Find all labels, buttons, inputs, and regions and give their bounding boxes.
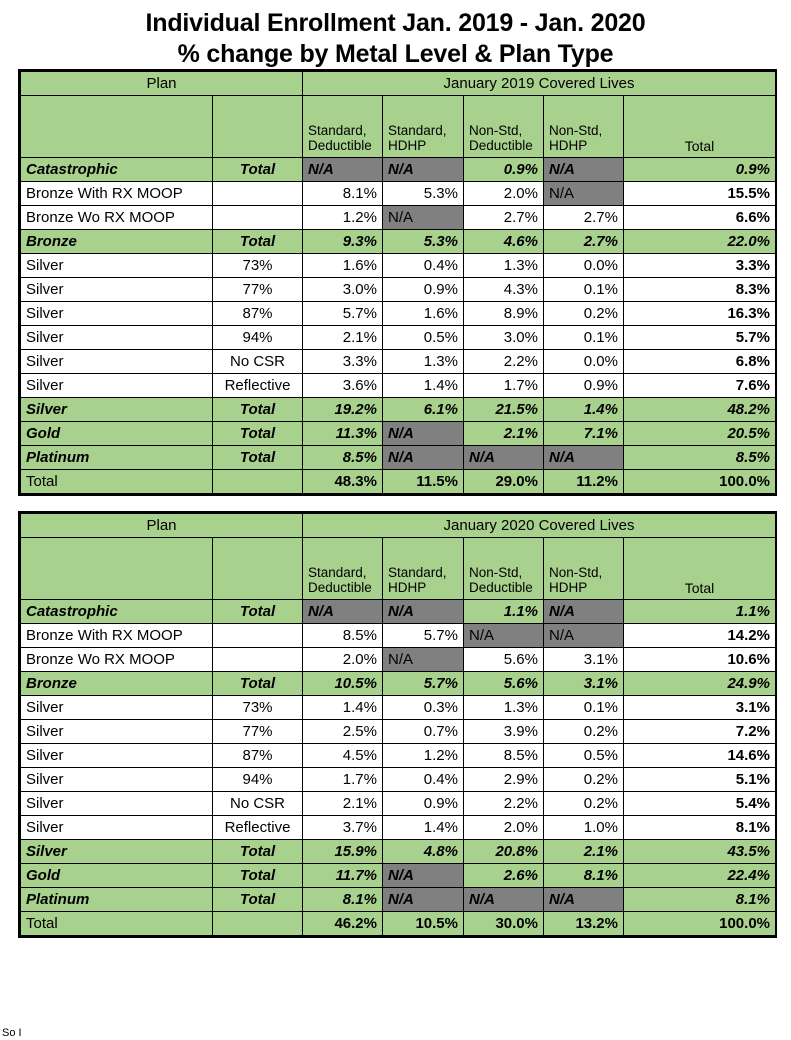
cell-na: N/A bbox=[303, 158, 383, 182]
table-row bbox=[21, 912, 776, 936]
header-standard-hdhp bbox=[383, 96, 464, 158]
cell-value: 1.3% bbox=[464, 696, 544, 720]
cell-value: 5.6% bbox=[464, 648, 544, 672]
cell-na: N/A bbox=[544, 182, 624, 206]
header-total-2020: Total bbox=[624, 538, 776, 600]
cell-value: 1.3% bbox=[383, 350, 464, 374]
row-metal-label: Silver bbox=[21, 696, 213, 720]
row-subcategory: Total bbox=[213, 888, 303, 912]
cell-value: 20.8% bbox=[464, 840, 544, 864]
row-metal-label: Bronze bbox=[21, 230, 213, 254]
cell-value: 0.0% bbox=[544, 350, 624, 374]
header-plan-sub-blank-2020 bbox=[213, 538, 303, 600]
row-subcategory: Reflective bbox=[213, 816, 303, 840]
row-subcategory: 87% bbox=[213, 302, 303, 326]
cell-row-total: 100.0% bbox=[624, 470, 776, 494]
row-metal-label: Silver bbox=[21, 840, 213, 864]
header-standard-deductible-2020 bbox=[303, 538, 383, 600]
table-2019-header-row-1 bbox=[21, 72, 776, 96]
cell-value: 1.2% bbox=[383, 744, 464, 768]
row-metal-label: Silver bbox=[21, 254, 213, 278]
table-row bbox=[21, 624, 776, 648]
header-period-2020: January 2020 Covered Lives bbox=[303, 514, 776, 538]
cell-value: 8.5% bbox=[464, 744, 544, 768]
cell-value: 3.9% bbox=[464, 720, 544, 744]
cell-value: 8.5% bbox=[303, 624, 383, 648]
header-nonstd-hdhp-2020-l2: HDHP bbox=[549, 580, 588, 596]
row-subcategory: No CSR bbox=[213, 792, 303, 816]
enrollment-table-2019 bbox=[20, 71, 776, 494]
cell-row-total: 0.9% bbox=[624, 158, 776, 182]
header-plan-2020: Plan bbox=[21, 514, 303, 538]
row-subcategory: Total bbox=[213, 446, 303, 470]
cell-value: 1.7% bbox=[464, 374, 544, 398]
cell-value: 1.4% bbox=[303, 696, 383, 720]
cell-row-total: 24.9% bbox=[624, 672, 776, 696]
cell-row-total: 3.1% bbox=[624, 696, 776, 720]
table-2020-header-row-1 bbox=[21, 514, 776, 538]
cell-value: 2.7% bbox=[544, 230, 624, 254]
table-row bbox=[21, 278, 776, 302]
cell-value: 5.7% bbox=[383, 672, 464, 696]
table-row bbox=[21, 696, 776, 720]
cell-value: 0.1% bbox=[544, 278, 624, 302]
cell-na: N/A bbox=[544, 446, 624, 470]
row-subcategory bbox=[213, 912, 303, 936]
table-2019-header-row-2 bbox=[21, 96, 776, 158]
header-standard-deductible-l1: Standard, bbox=[308, 122, 367, 138]
header-standard-hdhp-l1: Standard, bbox=[388, 122, 447, 138]
cell-value: 29.0% bbox=[464, 470, 544, 494]
cell-value: 2.7% bbox=[544, 206, 624, 230]
row-metal-label: Bronze Wo RX MOOP bbox=[21, 206, 213, 230]
cell-value: 4.3% bbox=[464, 278, 544, 302]
row-metal-label: Platinum bbox=[21, 446, 213, 470]
header-plan: Plan bbox=[21, 72, 303, 96]
table-row bbox=[21, 744, 776, 768]
row-metal-label: Silver bbox=[21, 350, 213, 374]
cell-na: N/A bbox=[383, 206, 464, 230]
table-row bbox=[21, 888, 776, 912]
table-row bbox=[21, 302, 776, 326]
row-subcategory: Total bbox=[213, 672, 303, 696]
header-period-2019: January 2019 Covered Lives bbox=[303, 72, 776, 96]
cell-value: 1.1% bbox=[464, 600, 544, 624]
cell-value: 21.5% bbox=[464, 398, 544, 422]
header-nonstd-hdhp-2020-l1: Non-Std, bbox=[549, 564, 603, 580]
cell-value: 6.1% bbox=[383, 398, 464, 422]
table-row bbox=[21, 398, 776, 422]
cell-value: 5.7% bbox=[303, 302, 383, 326]
header-standard-deductible bbox=[303, 96, 383, 158]
header-nonstd-deductible bbox=[464, 96, 544, 158]
cell-row-total: 16.3% bbox=[624, 302, 776, 326]
table-row bbox=[21, 816, 776, 840]
table-row bbox=[21, 600, 776, 624]
table-2020-wrapper bbox=[18, 511, 773, 938]
cell-na: N/A bbox=[544, 624, 624, 648]
header-nonstd-hdhp bbox=[544, 96, 624, 158]
cell-value: 2.0% bbox=[464, 182, 544, 206]
cell-value: 1.4% bbox=[383, 374, 464, 398]
row-metal-label: Bronze Wo RX MOOP bbox=[21, 648, 213, 672]
cell-value: 0.9% bbox=[383, 278, 464, 302]
cell-value: 2.2% bbox=[464, 792, 544, 816]
cell-row-total: 5.7% bbox=[624, 326, 776, 350]
table-2019-head bbox=[21, 72, 776, 158]
table-2020-head bbox=[21, 514, 776, 600]
source-note: So I bbox=[2, 1026, 22, 1039]
cell-na: N/A bbox=[464, 446, 544, 470]
cell-value: 5.3% bbox=[383, 182, 464, 206]
cell-value: 5.6% bbox=[464, 672, 544, 696]
table-2020-header-row-2 bbox=[21, 538, 776, 600]
cell-value: 4.6% bbox=[464, 230, 544, 254]
row-subcategory: Total bbox=[213, 840, 303, 864]
table-row bbox=[21, 326, 776, 350]
row-subcategory: 87% bbox=[213, 744, 303, 768]
cell-value: 9.3% bbox=[303, 230, 383, 254]
cell-value: 0.9% bbox=[464, 158, 544, 182]
cell-value: 0.1% bbox=[544, 326, 624, 350]
row-metal-label: Silver bbox=[21, 744, 213, 768]
cell-value: 0.2% bbox=[544, 302, 624, 326]
header-standard-deductible-2020-l2: Deductible bbox=[308, 580, 372, 596]
cell-value: 10.5% bbox=[303, 672, 383, 696]
cell-value: 1.2% bbox=[303, 206, 383, 230]
row-metal-label: Silver bbox=[21, 816, 213, 840]
row-metal-label: Bronze bbox=[21, 672, 213, 696]
cell-value: 1.3% bbox=[464, 254, 544, 278]
cell-value: 3.3% bbox=[303, 350, 383, 374]
cell-na: N/A bbox=[303, 600, 383, 624]
header-plan-sub-blank bbox=[213, 96, 303, 158]
table-row bbox=[21, 864, 776, 888]
cell-na: N/A bbox=[383, 864, 464, 888]
row-metal-label: Silver bbox=[21, 792, 213, 816]
cell-value: 4.8% bbox=[383, 840, 464, 864]
cell-row-total: 43.5% bbox=[624, 840, 776, 864]
row-metal-label: Silver bbox=[21, 398, 213, 422]
cell-row-total: 100.0% bbox=[624, 912, 776, 936]
cell-row-total: 14.6% bbox=[624, 744, 776, 768]
page-title-line2: % change by Metal Level & Plan Type bbox=[177, 39, 614, 68]
cell-value: 3.6% bbox=[303, 374, 383, 398]
table-row bbox=[21, 470, 776, 494]
row-metal-label: Bronze With RX MOOP bbox=[21, 182, 213, 206]
table-gap bbox=[0, 496, 791, 511]
row-subcategory: 77% bbox=[213, 278, 303, 302]
row-subcategory: 94% bbox=[213, 326, 303, 350]
cell-value: 11.5% bbox=[383, 470, 464, 494]
table-2019-body bbox=[21, 158, 776, 494]
header-standard-hdhp-l2: HDHP bbox=[388, 138, 427, 154]
cell-row-total: 22.4% bbox=[624, 864, 776, 888]
table-row bbox=[21, 446, 776, 470]
cell-value: 8.1% bbox=[303, 182, 383, 206]
cell-value: 46.2% bbox=[303, 912, 383, 936]
cell-value: 0.3% bbox=[383, 696, 464, 720]
header-nonstd-deductible-2020-l1: Non-Std, bbox=[469, 564, 523, 580]
cell-value: 10.5% bbox=[383, 912, 464, 936]
cell-value: 0.2% bbox=[544, 792, 624, 816]
header-plan-blank bbox=[21, 96, 213, 158]
table-row bbox=[21, 254, 776, 278]
cell-value: 0.2% bbox=[544, 720, 624, 744]
cell-value: 0.0% bbox=[544, 254, 624, 278]
table-row bbox=[21, 768, 776, 792]
header-nonstd-deductible-l2: Deductible bbox=[469, 138, 533, 154]
cell-row-total: 15.5% bbox=[624, 182, 776, 206]
table-2019-wrapper bbox=[18, 69, 773, 496]
cell-value: 2.0% bbox=[464, 816, 544, 840]
cell-value: 0.5% bbox=[383, 326, 464, 350]
cell-value: 5.7% bbox=[383, 624, 464, 648]
table-row bbox=[21, 374, 776, 398]
header-standard-deductible-l2: Deductible bbox=[308, 138, 372, 154]
table-row bbox=[21, 720, 776, 744]
row-metal-label: Silver bbox=[21, 374, 213, 398]
row-metal-label: Silver bbox=[21, 768, 213, 792]
table-row bbox=[21, 792, 776, 816]
cell-row-total: 10.6% bbox=[624, 648, 776, 672]
cell-value: 5.3% bbox=[383, 230, 464, 254]
header-nonstd-deductible-2020-l2: Deductible bbox=[469, 580, 533, 596]
row-subcategory: 94% bbox=[213, 768, 303, 792]
cell-value: 11.2% bbox=[544, 470, 624, 494]
cell-row-total: 22.0% bbox=[624, 230, 776, 254]
cell-value: 3.1% bbox=[544, 648, 624, 672]
row-subcategory: Total bbox=[213, 600, 303, 624]
cell-value: 0.2% bbox=[544, 768, 624, 792]
table-row bbox=[21, 206, 776, 230]
cell-value: 2.7% bbox=[464, 206, 544, 230]
cell-row-total: 14.2% bbox=[624, 624, 776, 648]
row-subcategory: 73% bbox=[213, 254, 303, 278]
row-metal-label: Bronze With RX MOOP bbox=[21, 624, 213, 648]
cell-value: 13.2% bbox=[544, 912, 624, 936]
cell-na: N/A bbox=[383, 648, 464, 672]
cell-value: 8.1% bbox=[544, 864, 624, 888]
row-metal-label: Gold bbox=[21, 422, 213, 446]
row-metal-label: Catastrophic bbox=[21, 600, 213, 624]
row-subcategory: Total bbox=[213, 422, 303, 446]
cell-row-total: 3.3% bbox=[624, 254, 776, 278]
enrollment-table-2020 bbox=[20, 513, 776, 936]
header-nonstd-deductible-2020 bbox=[464, 538, 544, 600]
cell-na: N/A bbox=[544, 888, 624, 912]
header-total: Total bbox=[624, 96, 776, 158]
table-row bbox=[21, 672, 776, 696]
cell-value: 11.7% bbox=[303, 864, 383, 888]
cell-na: N/A bbox=[464, 888, 544, 912]
row-subcategory bbox=[213, 206, 303, 230]
table-2019-border bbox=[18, 69, 777, 496]
cell-row-total: 6.8% bbox=[624, 350, 776, 374]
cell-value: 8.1% bbox=[303, 888, 383, 912]
header-standard-hdhp-2020-l2: HDHP bbox=[388, 580, 427, 596]
cell-row-total: 1.1% bbox=[624, 600, 776, 624]
row-metal-label: Total bbox=[21, 470, 213, 494]
cell-row-total: 8.1% bbox=[624, 816, 776, 840]
row-subcategory: Total bbox=[213, 158, 303, 182]
cell-value: 2.0% bbox=[303, 648, 383, 672]
row-subcategory bbox=[213, 624, 303, 648]
row-metal-label: Total bbox=[21, 912, 213, 936]
row-metal-label: Silver bbox=[21, 720, 213, 744]
header-nonstd-deductible-l1: Non-Std, bbox=[469, 122, 523, 138]
cell-row-total: 7.2% bbox=[624, 720, 776, 744]
cell-row-total: 48.2% bbox=[624, 398, 776, 422]
cell-value: 48.3% bbox=[303, 470, 383, 494]
cell-value: 1.4% bbox=[544, 398, 624, 422]
row-subcategory: No CSR bbox=[213, 350, 303, 374]
table-row bbox=[21, 230, 776, 254]
cell-value: 30.0% bbox=[464, 912, 544, 936]
row-metal-label: Gold bbox=[21, 864, 213, 888]
cell-row-total: 20.5% bbox=[624, 422, 776, 446]
cell-value: 11.3% bbox=[303, 422, 383, 446]
row-subcategory bbox=[213, 470, 303, 494]
table-row bbox=[21, 182, 776, 206]
cell-value: 2.1% bbox=[303, 326, 383, 350]
cell-value: 2.1% bbox=[464, 422, 544, 446]
cell-value: 7.1% bbox=[544, 422, 624, 446]
cell-value: 15.9% bbox=[303, 840, 383, 864]
row-metal-label: Silver bbox=[21, 326, 213, 350]
cell-value: 8.5% bbox=[303, 446, 383, 470]
cell-row-total: 8.5% bbox=[624, 446, 776, 470]
cell-value: 2.6% bbox=[464, 864, 544, 888]
cell-value: 8.9% bbox=[464, 302, 544, 326]
cell-value: 0.7% bbox=[383, 720, 464, 744]
cell-value: 3.0% bbox=[303, 278, 383, 302]
cell-na: N/A bbox=[544, 600, 624, 624]
cell-value: 3.1% bbox=[544, 672, 624, 696]
cell-value: 1.6% bbox=[303, 254, 383, 278]
cell-na: N/A bbox=[383, 422, 464, 446]
row-subcategory: Total bbox=[213, 864, 303, 888]
row-subcategory: Total bbox=[213, 230, 303, 254]
cell-value: 2.2% bbox=[464, 350, 544, 374]
row-metal-label: Silver bbox=[21, 278, 213, 302]
cell-row-total: 7.6% bbox=[624, 374, 776, 398]
header-standard-hdhp-2020 bbox=[383, 538, 464, 600]
cell-value: 0.1% bbox=[544, 696, 624, 720]
cell-value: 1.0% bbox=[544, 816, 624, 840]
cell-value: 2.9% bbox=[464, 768, 544, 792]
table-row bbox=[21, 350, 776, 374]
cell-value: 2.1% bbox=[544, 840, 624, 864]
cell-na: N/A bbox=[383, 446, 464, 470]
cell-value: 1.4% bbox=[383, 816, 464, 840]
cell-row-total: 8.3% bbox=[624, 278, 776, 302]
table-2020-border bbox=[18, 511, 777, 938]
header-nonstd-hdhp-l2: HDHP bbox=[549, 138, 588, 154]
cell-value: 4.5% bbox=[303, 744, 383, 768]
cell-na: N/A bbox=[383, 600, 464, 624]
row-subcategory: 77% bbox=[213, 720, 303, 744]
cell-row-total: 5.1% bbox=[624, 768, 776, 792]
table-row bbox=[21, 158, 776, 182]
cell-na: N/A bbox=[383, 158, 464, 182]
table-row bbox=[21, 422, 776, 446]
page-title bbox=[0, 0, 791, 69]
table-row bbox=[21, 648, 776, 672]
cell-value: 19.2% bbox=[303, 398, 383, 422]
row-subcategory: 73% bbox=[213, 696, 303, 720]
cell-value: 3.7% bbox=[303, 816, 383, 840]
cell-na: N/A bbox=[464, 624, 544, 648]
row-subcategory bbox=[213, 182, 303, 206]
cell-value: 3.0% bbox=[464, 326, 544, 350]
header-nonstd-hdhp-l1: Non-Std, bbox=[549, 122, 603, 138]
header-nonstd-hdhp-2020 bbox=[544, 538, 624, 600]
table-2020-body bbox=[21, 600, 776, 936]
cell-value: 0.9% bbox=[383, 792, 464, 816]
cell-value: 0.4% bbox=[383, 254, 464, 278]
cell-value: 0.4% bbox=[383, 768, 464, 792]
cell-value: 1.7% bbox=[303, 768, 383, 792]
header-standard-hdhp-2020-l1: Standard, bbox=[388, 564, 447, 580]
row-subcategory: Reflective bbox=[213, 374, 303, 398]
cell-value: 0.5% bbox=[544, 744, 624, 768]
header-plan-blank-2020 bbox=[21, 538, 213, 600]
page-title-line1: Individual Enrollment Jan. 2019 - Jan. 2020 bbox=[145, 9, 646, 37]
row-metal-label: Platinum bbox=[21, 888, 213, 912]
cell-na: N/A bbox=[544, 158, 624, 182]
cell-row-total: 8.1% bbox=[624, 888, 776, 912]
row-subcategory: Total bbox=[213, 398, 303, 422]
row-subcategory bbox=[213, 648, 303, 672]
row-metal-label: Silver bbox=[21, 302, 213, 326]
cell-row-total: 6.6% bbox=[624, 206, 776, 230]
row-metal-label: Catastrophic bbox=[21, 158, 213, 182]
cell-row-total: 5.4% bbox=[624, 792, 776, 816]
cell-value: 2.1% bbox=[303, 792, 383, 816]
cell-value: 0.9% bbox=[544, 374, 624, 398]
cell-na: N/A bbox=[383, 888, 464, 912]
header-standard-deductible-2020-l1: Standard, bbox=[308, 564, 367, 580]
cell-value: 2.5% bbox=[303, 720, 383, 744]
table-row bbox=[21, 840, 776, 864]
cell-value: 1.6% bbox=[383, 302, 464, 326]
